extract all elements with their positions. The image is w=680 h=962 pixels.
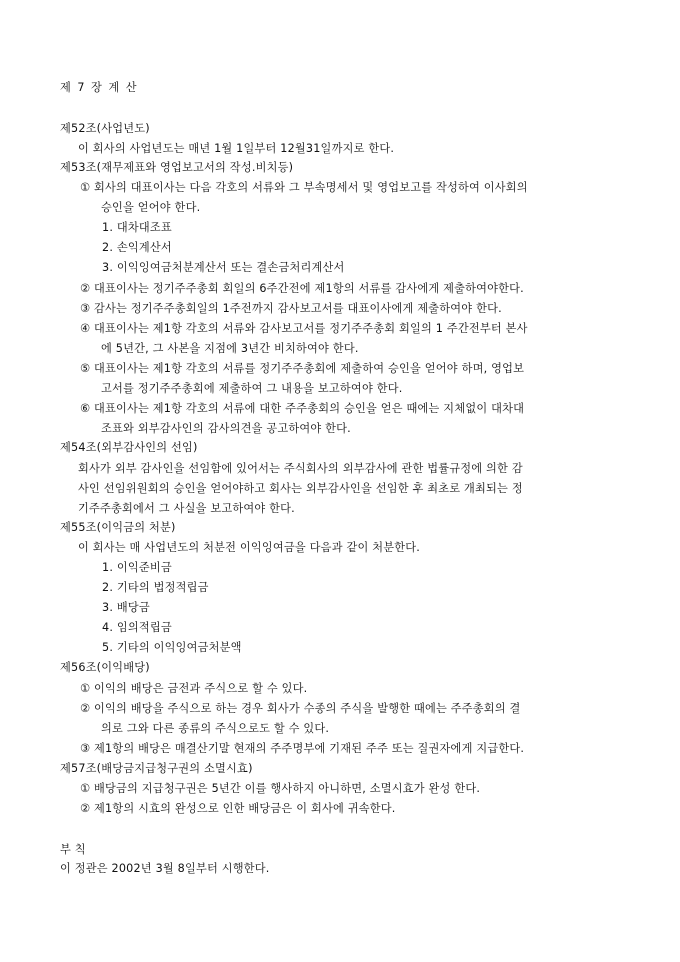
article-54-body: 사인 선임위원회의 승인을 얻어야하고 회사는 외부감사인을 선임한 후 최초로 개최되는 정 (78, 482, 523, 495)
article-56-para-1: ① 이익의 배당은 금전과 주식으로 할 수 있다. (80, 682, 308, 695)
article-57-para-1: ① 배당금의 지급청구권은 5년간 이를 행사하지 아니하면, 소멸시효가 완성 한다. (80, 782, 481, 795)
article-53-para-4: ④ 대표이사는 제1항 각호의 서류와 감사보고서를 정기주주총회 회일의 1 주간전부터 본사 (80, 322, 528, 335)
article-53-para-1-cont: 승인을 얻어야 한다. (101, 201, 201, 214)
article-57-para-2: ② 제1항의 시효의 완성으로 인한 배당금은 이 회사에 귀속한다. (80, 802, 396, 815)
article-53-para-6: ⑥ 대표이사는 제1항 각호의 서류에 대한 주주총회의 승인을 얻은 때에는 지체없이 대차대 (80, 402, 525, 415)
article-54-heading: 제54조(외부감사인의 선임) (60, 441, 198, 454)
article-53-para-2: ② 대표이사는 정기주주총회 회일의 6주간전에 제1항의 서류를 감사에게 제출하여야한다. (80, 282, 524, 295)
article-57-heading: 제57조(배당금지급청구권의 소멸시효) (60, 762, 253, 775)
article-53-para-5-cont: 고서를 정기주주총회에 제출하여 그 내용을 보고하여야 한다. (101, 382, 403, 395)
article-55-item: 5. 기타의 이익잉여금처분액 (102, 641, 242, 654)
article-53-item: 3. 이익잉여금처분계산서 또는 결손금처리계산서 (102, 261, 345, 274)
article-54-body: 회사가 외부 감사인을 선임함에 있어서는 주식회사의 외부감사에 관한 법률규정에 의한 감 (78, 462, 523, 475)
article-53-heading: 제53조(재무제표와 영업보고서의 작성.비치등) (60, 161, 294, 174)
article-53-para-3: ③ 감사는 정기주주총회일의 1주전까지 감사보고서를 대표이사에게 제출하여야 한다. (80, 302, 502, 315)
article-56-para-3: ③ 제1항의 배당은 매결산기말 현재의 주주명부에 기재된 주주 또는 질권자에게 지급한다. (80, 742, 525, 755)
article-55-item: 1. 이익준비금 (102, 561, 172, 574)
article-53-para-1: ① 회사의 대표이사는 다음 각호의 서류와 그 부속명세서 및 영업보고를 작성하여 이사회의 (80, 181, 528, 194)
article-52-body: 이 회사의 사업년도는 매년 1월 1일부터 12월31일까지로 한다. (78, 142, 395, 155)
article-53-para-6-cont: 조표와 외부감사인의 감사의견을 공고하여야 한다. (101, 422, 351, 435)
article-54-body: 기주주총회에서 그 사실을 보고하여야 한다. (78, 502, 295, 515)
article-55-item: 3. 배당금 (102, 601, 150, 614)
article-55-item: 4. 임의적립금 (102, 621, 172, 634)
article-53-para-4-cont: 에 5년간, 그 사본을 지점에 3년간 비치하여야 한다. (101, 342, 359, 355)
chapter-title: 제 7 장 계 산 (60, 81, 139, 94)
addendum-body: 이 정관은 2002년 3월 8일부터 시행한다. (60, 862, 270, 875)
article-52-heading: 제52조(사업년도) (60, 122, 150, 135)
article-53-item: 1. 대차대조표 (102, 221, 172, 234)
article-53-item: 2. 손익계산서 (102, 241, 172, 254)
article-55-heading: 제55조(이익금의 처분) (60, 521, 176, 534)
addendum-heading: 부 칙 (60, 843, 86, 856)
article-56-para-2: ② 이익의 배당을 주식으로 하는 경우 회사가 수종의 주식을 발행한 때에는 주주총회의 결 (80, 702, 521, 715)
article-55-body: 이 회사는 매 사업년도의 처분전 이익잉여금을 다음과 같이 처분한다. (78, 541, 421, 554)
article-56-heading: 제56조(이익배당) (60, 661, 150, 674)
article-55-item: 2. 기타의 법정적립금 (102, 581, 209, 594)
article-56-para-2-cont: 의로 그와 다른 종류의 주식으로도 할 수 있다. (101, 722, 330, 735)
article-53-para-5: ⑤ 대표이사는 제1항 각호의 서류를 정기주주총회에 제출하여 승인을 얻어야 하며, 영업보 (80, 362, 525, 375)
